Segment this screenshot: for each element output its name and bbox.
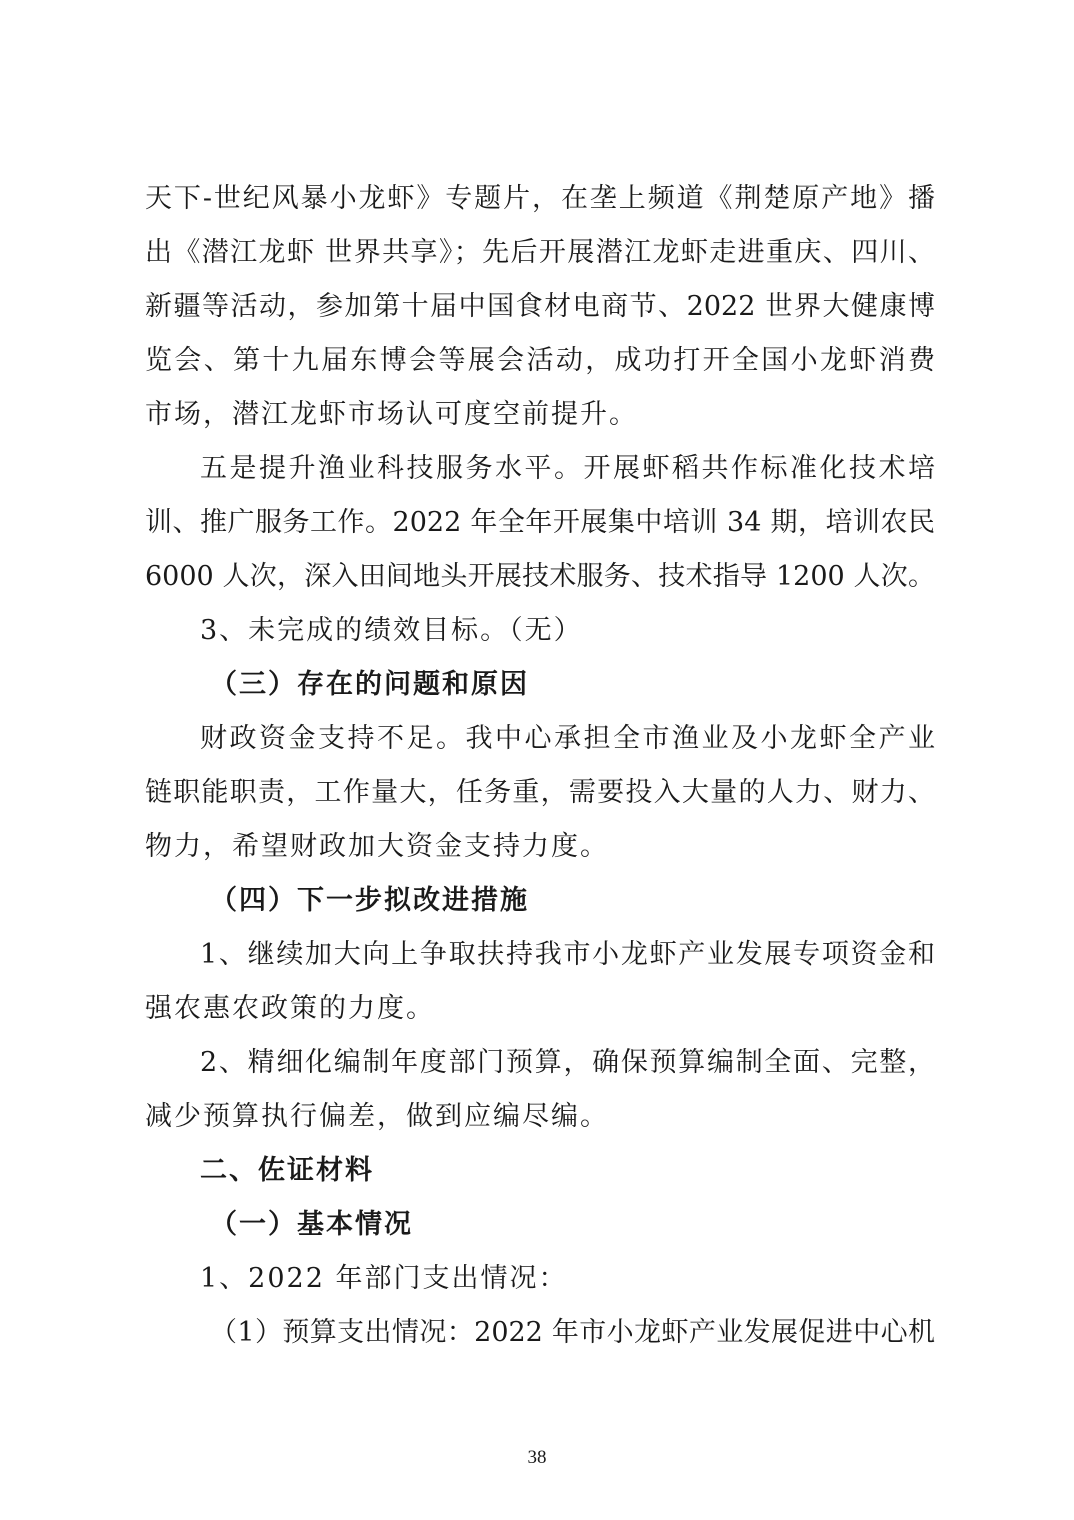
page-number: 38	[527, 1447, 547, 1468]
paragraph-line: 市场，潜江龙虾市场认可度空前提升。	[145, 399, 638, 430]
paragraph-line: 财政资金支持不足。我中心承担全市渔业及小龙虾全产业	[200, 723, 935, 754]
section-heading: （三）存在的问题和原因	[210, 669, 529, 700]
paragraph-line: 3、未完成的绩效目标。（无）	[200, 615, 583, 646]
paragraph-line: 减少预算执行偏差，做到应编尽编。	[145, 1101, 609, 1132]
paragraph-line: 6000 人次，深入田间地头开展技术服务、技术指导 1200 人次。	[145, 561, 935, 592]
paragraph-line: 览会、第十九届东博会等展会活动，成功打开全国小龙虾消费	[145, 345, 935, 376]
paragraph-line: 1、2022 年部门支出情况：	[200, 1263, 568, 1294]
paragraph-line: 1、继续加大向上争取扶持我市小龙虾产业发展专项资金和	[200, 939, 935, 970]
chapter-heading: 二、佐证材料	[200, 1155, 374, 1186]
paragraph-line: 五是提升渔业科技服务水平。开展虾稻共作标准化技术培	[200, 453, 935, 484]
section-heading: （一）基本情况	[210, 1209, 413, 1240]
paragraph-line: 物力，希望财政加大资金支持力度。	[145, 831, 609, 862]
paragraph-line: （1）预算支出情况：2022 年市小龙虾产业发展促进中心机	[210, 1317, 935, 1348]
paragraph-line: 强农惠农政策的力度。	[145, 993, 435, 1024]
section-heading: （四）下一步拟改进措施	[210, 885, 529, 916]
paragraph-line: 链职能职责，工作量大，任务重，需要投入大量的人力、财力、	[145, 777, 935, 808]
paragraph-line: 新疆等活动，参加第十届中国食材电商节、2022 世界大健康博	[145, 291, 935, 322]
paragraph-line: 2、精细化编制年度部门预算，确保预算编制全面、完整，	[200, 1047, 935, 1078]
paragraph-line: 训、推广服务工作。2022 年全年开展集中培训 34 期，培训农民	[145, 507, 935, 538]
paragraph-line: 天下-世纪风暴小龙虾》专题片，在垄上频道《荆楚原产地》播	[145, 183, 935, 214]
paragraph-line: 出《潜江龙虾 世界共享》；先后开展潜江龙虾走进重庆、四川、	[145, 237, 935, 268]
